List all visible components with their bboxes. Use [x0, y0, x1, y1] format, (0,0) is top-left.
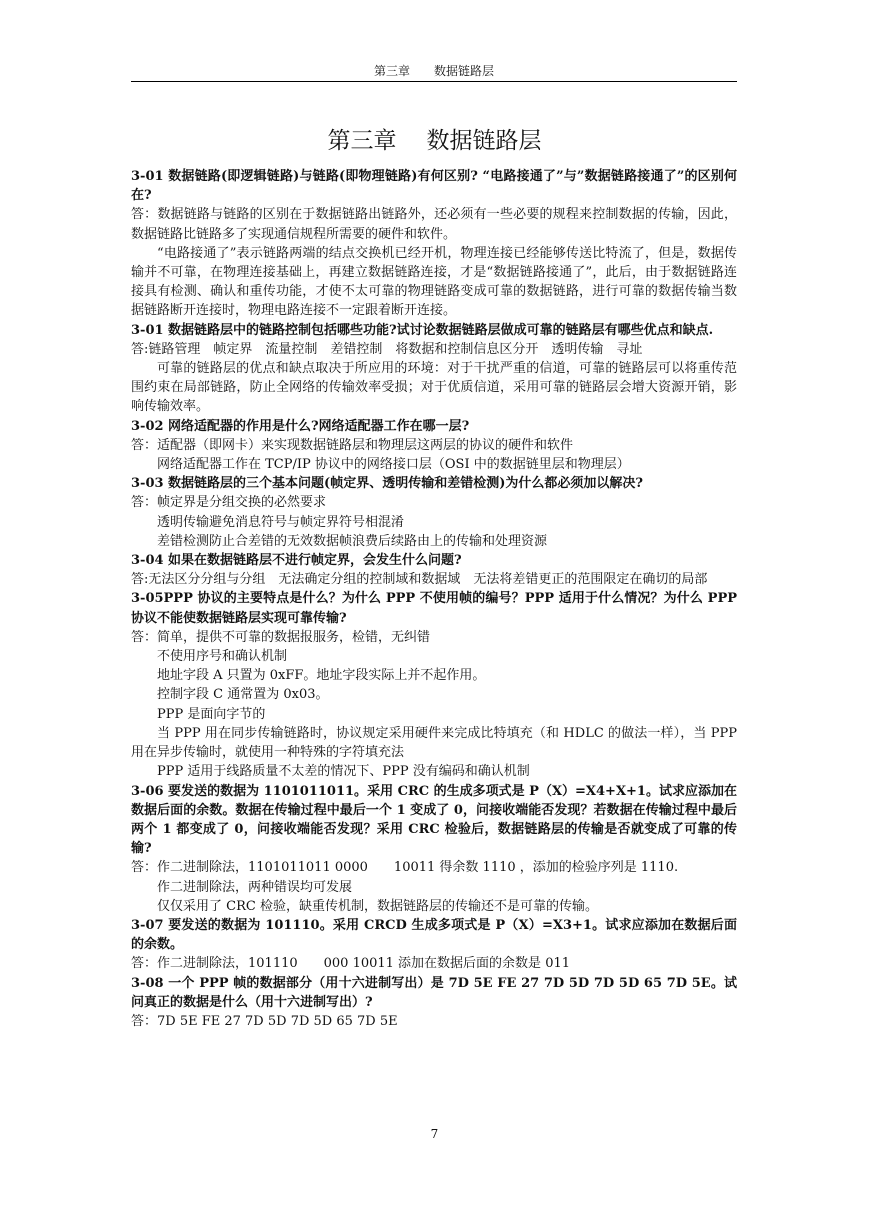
chapter-title	[0, 124, 869, 158]
answer-paragraph: 不使用序号和确认机制	[157, 649, 288, 665]
question-heading: 3-03 数据链路层的三个基本问题(帧定界、透明传输和差错检测)为什么都必须加以解决?	[131, 476, 643, 492]
answer-paragraph: 答：数据链路与链路的区别在于数据链路出链路外，还必须有一些必要的规程来控制数据的传输，因此，数据链路比链路多了实现通信规程所需要的硬件和软件。	[131, 207, 737, 242]
answer-paragraph: 差错检测防止合差错的无效数据帧浪费后续路由上的传输和处理资源	[157, 533, 548, 549]
answer-paragraph: 答：7D 5E FE 27 7D 5D 7D 5D 65 7D 5E	[131, 1013, 398, 1029]
answer-paragraph: 答：简单，提供不可靠的数据报服务，检错，无纠错	[131, 629, 431, 645]
document-body	[131, 167, 737, 1031]
chapter-title-name: 数据链路层	[426, 128, 542, 154]
question-heading: 3-07 要发送的数据为 101110。采用 CRCD 生成多项式是 P（X）=X3+1。试求应添加在数据后面的余数。	[131, 917, 737, 953]
answer-paragraph: “电路接通了”表示链路两端的结点交换机已经开机，物理连接已经能够传送比特流了，但是，数据传输并不可靠，在物理连接基础上，再建立数据链路连接，才是“数据链路接通了”，此后，由于数据链路连接具有检测、确认和重传功能，才使不太可靠的物理链路变成可靠的数据链路，进行可靠的数据传输当数据链路断开连接时，物理电路连接不一定跟着断开连接。	[131, 245, 737, 319]
answer-paragraph: PPP 适用于线路质量不太差的情况下、PPP 没有编码和确认机制	[157, 764, 530, 780]
question-heading: 3-08 一个 PPP 帧的数据部分（用十六进制写出）是 7D 5E FE 27 7D 5D 7D 5D 65 7D 5E。试问真正的数据是什么（用十六进制写出）?	[131, 975, 737, 1010]
answer-paragraph: PPP 是面向字节的	[157, 706, 266, 722]
running-header-section: 数据链路层	[434, 64, 495, 78]
answer-paragraph: 透明传输避免消息符号与帧定界符号相混淆	[157, 514, 405, 530]
question-heading: 3-01 数据链路层中的链路控制包括哪些功能?试讨论数据链路层做成可靠的链路层有哪些优点和缺点.	[131, 322, 714, 338]
page-number: 7	[430, 1127, 439, 1141]
chapter-title-number: 第三章	[327, 128, 397, 154]
running-header-chapter: 第三章	[373, 64, 410, 78]
answer-paragraph: 当 PPP 用在同步传输链路时，协议规定采用硬件来完成比特填充（和 HDLC 的做法一样），当 PPP 用在异步传输时，就使用一种特殊的字符填充法	[131, 725, 737, 761]
answer-paragraph: 答：适配器（即网卡）来实现数据链路层和物理层这两层的协议的硬件和软件	[131, 437, 574, 453]
answer-paragraph: 网络适配器工作在 TCP/IP 协议中的网络接口层（OSI 中的数据链里层和物理层）	[157, 457, 630, 473]
question-heading: 3-02 网络适配器的作用是什么?网络适配器工作在哪一层?	[131, 418, 470, 434]
answer-paragraph: 答:无法区分分组与分组 无法确定分组的控制域和数据域 无法将差错更正的范围限定在确切的局部	[131, 572, 708, 588]
answer-paragraph: 答:链路管理 帧定界 流量控制 差错控制 将数据和控制信息区分开 透明传输 寻址	[131, 341, 643, 357]
answer-paragraph: 答：作二进制除法，101110 000 10011 添加在数据后面的余数是 011	[131, 956, 571, 972]
answer-paragraph: 答：作二进制除法，1101011011 0000 10011 得余数 1110 ，添加的检验序列是 1110.	[131, 860, 679, 876]
answer-paragraph: 控制字段 C 通常置为 0x03。	[157, 687, 329, 703]
answer-paragraph: 答：帧定界是分组交换的必然要求	[131, 495, 327, 511]
question-heading: 3-04 如果在数据链路层不进行帧定界，会发生什么问题?	[131, 553, 462, 569]
question-heading: 3-06 要发送的数据为 1101011011。采用 CRC 的生成多项式是 P（X）=X4+X+1。试求应添加在数据后面的余数。数据在传输过程中最后一个 1 变成了 0，问接收端能否发现？若数据在传输过程中最后两个 1 都变成了 0，问接收端能否发现？采用 CRC 检验后，数据链路层的传输是否就变成了可靠的传输?	[131, 783, 737, 857]
question-heading: 3-05PPP 协议的主要特点是什么？为什么 PPP 不使用帧的编号？PPP 适用于什么情况？为什么 PPP 协议不能使数据链路层实现可靠传输?	[131, 591, 737, 626]
answer-paragraph: 地址字段 A 只置为 0xFF。地址字段实际上并不起作用。	[157, 668, 486, 684]
answer-paragraph: 作二进制除法，两种错误均可发展	[157, 879, 353, 895]
answer-paragraph: 仅仅采用了 CRC 检验，缺重传机制，数据链路层的传输还不是可靠的传输。	[157, 898, 598, 914]
running-header	[131, 62, 737, 82]
answer-paragraph: 可靠的链路层的优点和缺点取决于所应用的环境：对于干扰严重的信道，可靠的链路层可以将重传范围约束在局部链路，防止全网络的传输效率受损；对于优质信道，采用可靠的链路层会增大资源开销，影响传输效率。	[131, 361, 737, 415]
question-heading: 3-01 数据链路(即逻辑链路)与链路(即物理链路)有何区别? “电路接通了”与”数据链路接通了”的区别何在?	[131, 169, 737, 204]
